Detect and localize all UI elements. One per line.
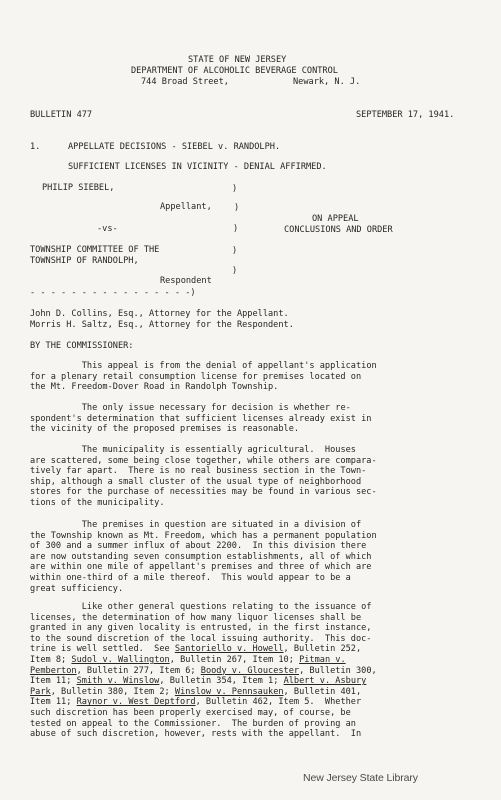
citation-boody: Boody v. Gloucester [200, 665, 300, 676]
header-department: DEPARTMENT OF ALCOHOLIC BEVERAGE CONTROL [131, 66, 338, 76]
caption-bracket-3: ) [233, 224, 239, 234]
caption-respondent-label: Respondent [160, 276, 212, 286]
bulletin-date: SEPTEMBER 17, 1941. [356, 110, 455, 120]
library-stamp: New Jersey State Library [303, 772, 418, 784]
citation-smith: Smith v. Winslow [76, 676, 160, 687]
citation-santoriello: Santoriello v. Howell [174, 644, 284, 655]
paragraph-5-text-i: , Bulletin 462, Item 5. Whether such discretion has been properly exercised may, of course, be tested on appeal to the Commissioner. The burden of proving an abuse of such discretion, however, rests with the appellant. In [30, 697, 362, 740]
caption-respondent-line2: TOWNSHIP OF RANDOLPH, [30, 256, 139, 266]
section-title: APPELLATE DECISIONS - SIEBEL v. RANDOLPH. [68, 142, 281, 152]
citation-albert: Albert v. Asbury Park [30, 676, 367, 697]
caption-bracket-1: ) [232, 184, 238, 194]
caption-bracket-5: ) [232, 266, 238, 276]
caption-bracket-2: ) [234, 203, 240, 213]
caption-dash-line: - - - - - - - - - - - - - - - -) [30, 288, 196, 298]
bulletin-number: BULLETIN 477 [30, 110, 93, 120]
citation-raynor: Raynor v. West Deptford [76, 697, 196, 708]
section-subtitle: SUFFICIENT LICENSES IN VICINITY - DENIAL AFFIRMED. [68, 162, 327, 172]
citation-winslow: Winslow v. Pennsauken [174, 686, 284, 697]
paragraph-5-text-g: , Bulletin 380, Item 2; [50, 686, 175, 697]
paragraph-5 [30, 602, 475, 740]
paragraph-5-text-e: , Bulletin 300, Item 11; [30, 665, 377, 687]
header-state: STATE OF NEW JERSEY [188, 55, 287, 65]
caption-respondent-line1: TOWNSHIP COMMITTEE OF THE [30, 245, 160, 255]
citation-sudol: Sudol v. Wallington [71, 654, 170, 665]
paragraph-5-text-c: , Bulletin 267, Item 10; [169, 654, 300, 665]
caption-on-appeal: ON APPEAL [312, 214, 359, 224]
paragraph-5-text-d: , Bulletin 277, Item 6; [76, 665, 201, 676]
caption-appellant-name: PHILIP SIEBEL, [42, 183, 115, 193]
paragraph-5-text-h: , Bulletin 401, Item 11; [30, 686, 362, 708]
caption-vs: -vs- [97, 224, 118, 234]
paragraph-1: This appeal is from the denial of appellant's application for a plenary retail consumption license for premises located on the Mt. Freedom-Dover Road in Randolph Township. [30, 361, 377, 393]
paragraph-2: The only issue necessary for decision is whether re- spondent's determination that sufficient licenses already exist in the vicinity of the proposed premises is reasonable. [30, 403, 372, 435]
by-the-commissioner: BY THE COMMISSIONER: [30, 341, 134, 351]
attorney-appellant: John D. Collins, Esq., Attorney for the Appellant. [30, 309, 289, 319]
header-city: Newark, N. J. [293, 77, 361, 87]
attorney-respondent: Morris H. Saltz, Esq., Attorney for the Respondent. [30, 320, 294, 330]
caption-bracket-4: ) [232, 246, 238, 256]
caption-conclusions: CONCLUSIONS AND ORDER [284, 225, 393, 235]
citation-pitman: Pitman v. Pemberton [30, 654, 346, 676]
paragraph-5-text-a: Like other general questions relating to the issuance of licenses, the determination of how many liquor licenses shall be granted in any given locality is entrusted, in the first instance, to the sound discretion of the local issuing authority. This doc- trine is well settled. See [30, 602, 372, 655]
paragraph-5-text-b: , Bulletin 252, Item 8; [30, 644, 362, 665]
caption-appellant-label: Appellant, [160, 202, 212, 212]
paragraph-3: The municipality is essentially agricultural. Houses are scattered, some being close together, while others are compara- tively far apart. There is no real business section in the Town- ship, although a small cluster of the usual type of neighborhood stores for the purchase of necessities may be found in various sec- tions of the municipality. [30, 445, 377, 508]
paragraph-4: The premises in question are situated in a division of the Township known as Mt. Freedom, which has a permanent population of 300 and a summer influx of about 2200. In this division there are now outstanding seven consumption establishments, all of which are within one mile of appellant's premises and three of which are within one-third of a mile thereof. This would appear to be a great sufficiency. [30, 520, 377, 594]
section-number: 1. [30, 142, 41, 152]
paragraph-5-text-f: , Bulletin 354, Item 1; [159, 676, 284, 687]
header-address: 744 Broad Street, [141, 77, 229, 87]
